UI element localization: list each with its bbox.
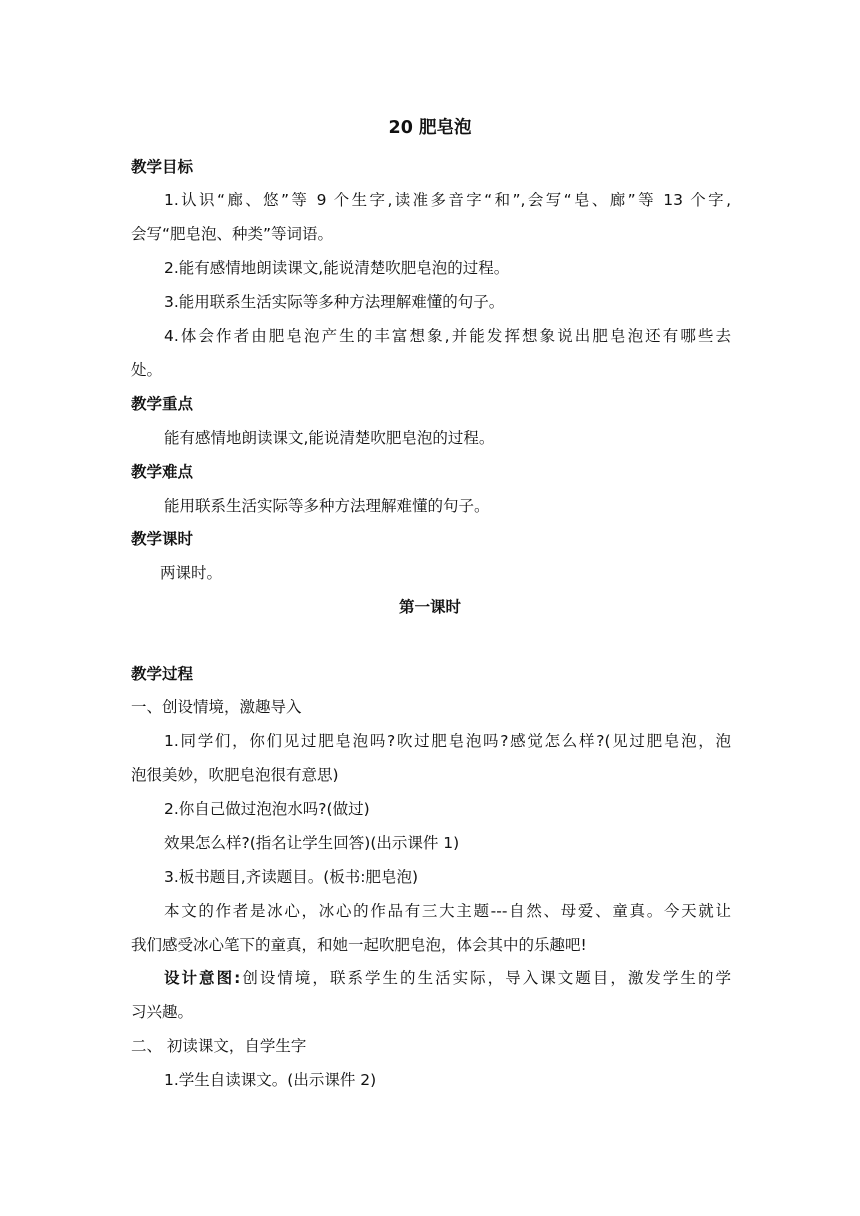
part1-line: 我们感受冰心笔下的童真，和她一起吹肥皂泡，体会其中的乐趣吧!	[131, 936, 587, 954]
hours-heading: 教学课时	[131, 530, 194, 548]
goal-line: 3.能用联系生活实际等多种方法理解难懂的句子。	[164, 293, 505, 311]
design-intent-text: 创设情境，联系学生的生活实际，导入课文题目，激发学生的学	[240, 969, 731, 987]
part1-line: 1.同学们，你们见过肥皂泡吗?吹过肥皂泡吗?感觉怎么样?(见过肥皂泡，泡	[164, 732, 731, 750]
goal-line: 处。	[131, 361, 163, 379]
part1-line: 效果怎么样?(指名让学生回答)(出示课件 1)	[164, 834, 460, 852]
goal-line: 1.认识“廊、悠”等 9 个生字,读准多音字“和”,会写“皂、廊”等 13 个字,	[164, 191, 731, 209]
part2-heading: 二、 初读课文，自学生字	[131, 1037, 307, 1055]
process-heading: 教学过程	[131, 665, 194, 683]
part1-heading: 一、创设情境，激趣导入	[131, 698, 302, 716]
part1-line: 3.板书题目,齐读题目。(板书:肥皂泡)	[164, 868, 419, 886]
design-intent-line	[164, 968, 731, 988]
part1-line: 泡很美妙，吹肥皂泡很有意思)	[131, 766, 339, 784]
goal-line: 4.体会作者由肥皂泡产生的丰富想象,并能发挥想象说出肥皂泡还有哪些去	[164, 327, 731, 345]
part2-line: 1.学生自读课文。(出示课件 2)	[164, 1071, 377, 1089]
key-points-text: 能有感情地朗读课文,能说清楚吹肥皂泡的过程。	[164, 429, 495, 447]
part1-line: 2.你自己做过泡泡水吗?(做过)	[164, 800, 370, 818]
goal-line: 2.能有感情地朗读课文,能说清楚吹肥皂泡的过程。	[164, 259, 510, 277]
design-intent-label: 设计意图:	[164, 969, 241, 987]
goal-line: 会写“肥皂泡、种类”等词语。	[131, 225, 334, 243]
design-intent-cont: 习兴趣。	[131, 1003, 194, 1021]
hours-text: 两课时。	[160, 564, 223, 582]
goals-heading: 教学目标	[131, 158, 194, 176]
part1-line: 本文的作者是冰心，冰心的作品有三大主题---自然、母爱、童真。今天就让	[164, 902, 731, 920]
document-title: 20 肥皂泡	[388, 118, 472, 138]
lesson-title: 第一课时	[398, 598, 461, 616]
difficulty-text: 能用联系生活实际等多种方法理解难懂的句子。	[164, 497, 490, 515]
difficulty-heading: 教学难点	[131, 463, 194, 481]
key-points-heading: 教学重点	[131, 395, 194, 413]
